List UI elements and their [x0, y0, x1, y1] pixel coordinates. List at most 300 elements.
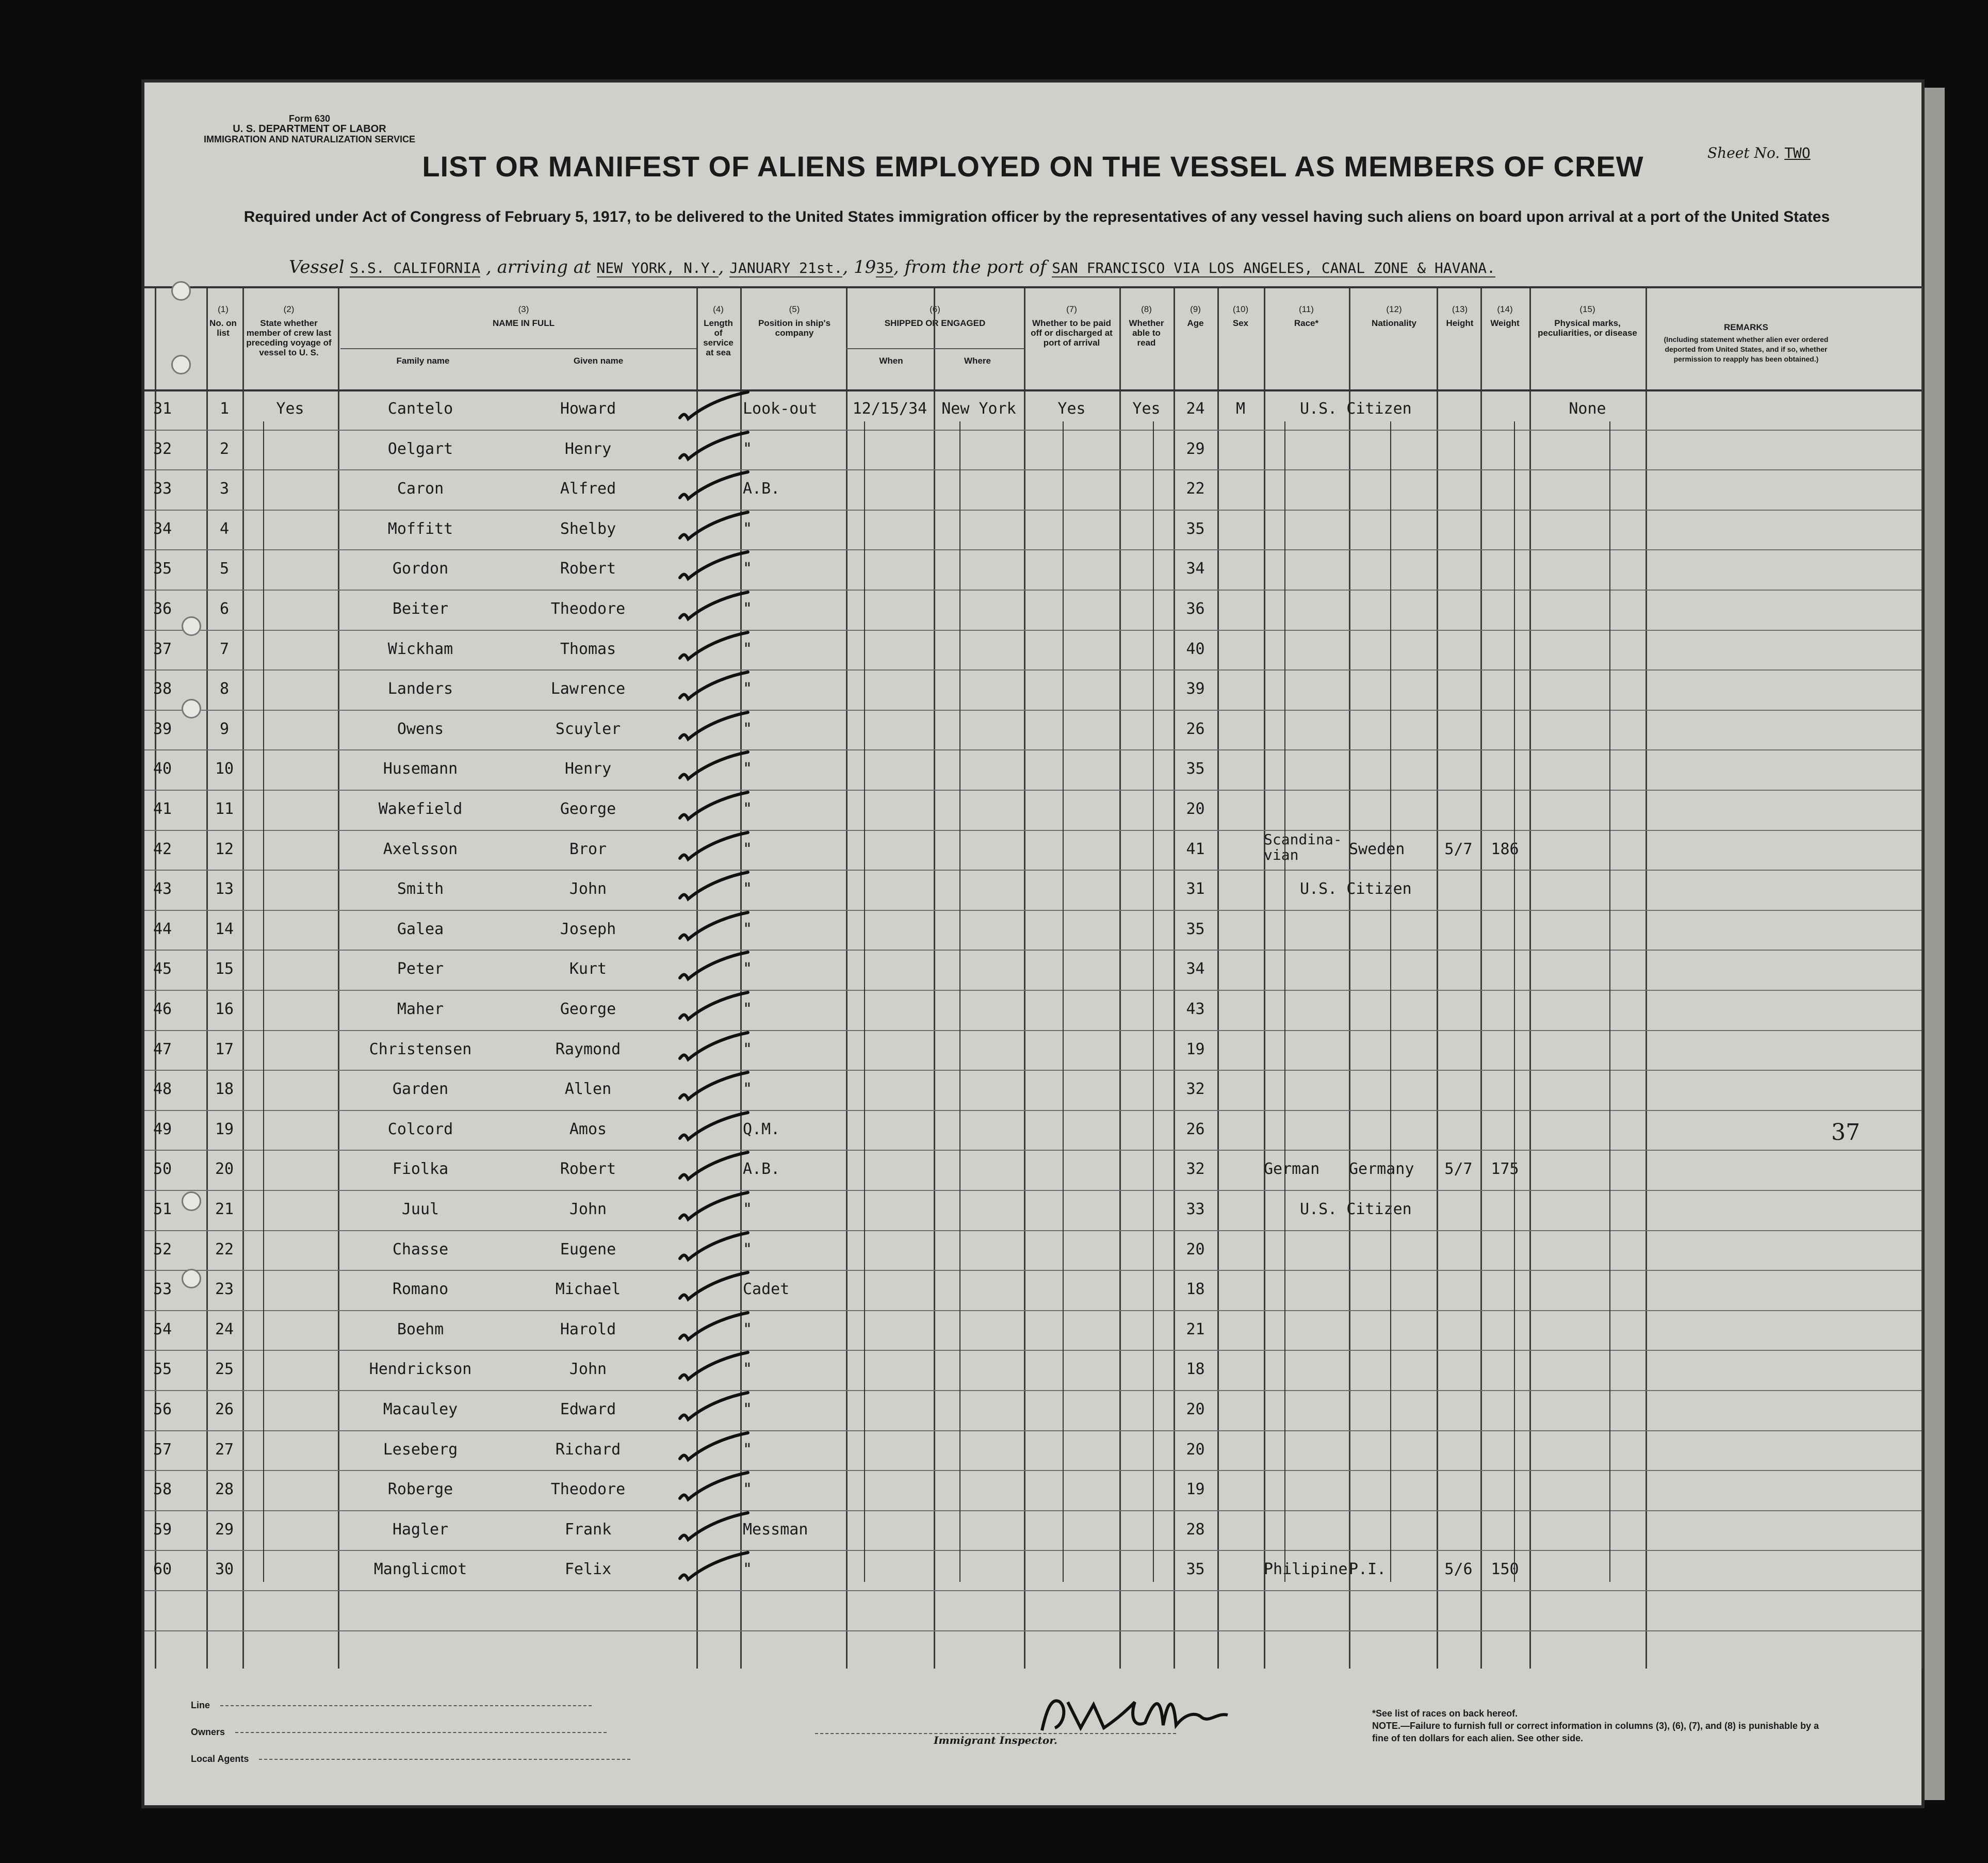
row-rule — [144, 1590, 1921, 1591]
cell-position: " — [743, 760, 753, 778]
ditto-stroke — [263, 421, 264, 1582]
cell-given: Bror — [569, 840, 607, 858]
col-header-where: Where — [964, 356, 991, 366]
col-header-age: (9) Age — [1187, 304, 1204, 328]
row-rule — [144, 1510, 1921, 1511]
cell-line: 49 — [153, 1120, 172, 1138]
col-header-race: (11) Race* — [1294, 304, 1319, 328]
cell-no: 23 — [215, 1280, 234, 1299]
check-mark-icon — [676, 627, 753, 668]
cell-family: Cantelo — [387, 400, 453, 418]
cell-family: Boehm — [397, 1320, 444, 1338]
cell-position: " — [743, 1200, 753, 1218]
cell-family: Owens — [397, 720, 444, 738]
cell-family: Roberge — [387, 1480, 453, 1499]
cell-position: " — [743, 560, 753, 578]
cell-family: Oelgart — [387, 439, 453, 458]
cell-family: Gordon — [392, 560, 449, 578]
cell-nationality: U.S. Citizen — [1300, 880, 1412, 898]
form-number: Form 630 — [288, 113, 331, 124]
col-header-no: (1) No. on list — [209, 304, 237, 338]
check-mark-icon — [676, 507, 753, 548]
cell-given: Alfred — [560, 480, 616, 498]
col-header-read: (8) Whether able to read — [1129, 304, 1164, 348]
row-rule — [144, 870, 1921, 871]
cell-given: John — [569, 880, 607, 898]
cell-read: Yes — [1132, 400, 1161, 418]
check-mark-icon — [676, 1547, 753, 1589]
cell-age: 20 — [1186, 1240, 1205, 1259]
cell-line: 47 — [153, 1040, 172, 1058]
year-prefix: 19 — [853, 257, 876, 277]
cell-family: Colcord — [387, 1120, 453, 1138]
cell-family: Peter — [397, 960, 444, 978]
cell-age: 22 — [1186, 480, 1205, 498]
col-header-family-name: Family name — [396, 356, 450, 366]
column-rule — [1645, 286, 1647, 1669]
check-mark-icon — [676, 547, 753, 588]
cell-given: Scuyler — [555, 720, 621, 738]
cell-position: " — [743, 1560, 753, 1579]
cell-no: 18 — [215, 1080, 234, 1099]
row-rule — [144, 1030, 1921, 1031]
cell-no: 17 — [215, 1040, 234, 1058]
col-header-length-service: (4) Length of service at sea — [703, 304, 734, 357]
ditto-stroke — [1153, 421, 1154, 1582]
cell-line: 60 — [153, 1560, 172, 1579]
ditto-stroke — [1390, 421, 1391, 1582]
cell-family: Moffitt — [387, 519, 453, 538]
cell-position: " — [743, 1040, 753, 1058]
cell-family: Beiter — [392, 600, 449, 618]
cell-line: 54 — [153, 1320, 172, 1338]
cell-family: Manglicmot — [373, 1560, 467, 1579]
cell-family: Caron — [397, 480, 444, 498]
cell-no: 12 — [215, 840, 234, 858]
cell-height: 5/7 — [1444, 1160, 1473, 1179]
cell-no: 2 — [219, 439, 230, 458]
row-rule — [144, 549, 1921, 550]
cell-family: Galea — [397, 920, 444, 938]
cell-given: Frank — [564, 1520, 612, 1539]
cell-age: 43 — [1186, 1000, 1205, 1018]
cell-age: 35 — [1186, 920, 1205, 938]
row-rule — [144, 1270, 1921, 1271]
cell-given: Michael — [555, 1280, 621, 1299]
cell-given: Eugene — [560, 1240, 616, 1259]
row-rule — [144, 710, 1921, 711]
cell-position: " — [743, 1480, 753, 1499]
row-rule — [144, 669, 1921, 671]
cell-given: Henry — [564, 760, 612, 778]
cell-no: 4 — [219, 519, 230, 538]
col-header-prev-voyage: (2) State whether member of crew last preceding voyage of vessel to U. S. — [246, 304, 332, 357]
cell-family: Juul — [401, 1200, 439, 1218]
sheet-number-value: TWO — [1784, 144, 1811, 161]
cell-line: 53 — [153, 1280, 172, 1299]
cell-line: 57 — [153, 1440, 172, 1459]
cell-family: Axelsson — [383, 840, 458, 858]
note-penalty: NOTE.—Failure to furnish full or correct information in columns (3), (6), (7), and (8) is punishable by a fine of ten dollars for each alien. See other side. — [1372, 1721, 1819, 1743]
cell-age: 32 — [1186, 1080, 1205, 1099]
cell-age: 39 — [1186, 680, 1205, 698]
arriving-port: NEW YORK, N.Y. — [596, 259, 719, 276]
cell-age: 35 — [1186, 1560, 1205, 1579]
check-mark-icon — [676, 427, 753, 468]
check-mark-icon — [676, 987, 753, 1028]
cell-line: 59 — [153, 1520, 172, 1539]
cell-given: Howard — [560, 400, 616, 418]
ditto-stroke — [1284, 421, 1285, 1582]
row-rule — [144, 430, 1921, 431]
footer-line-label: Line — [191, 1700, 210, 1710]
cell-no: 3 — [219, 480, 230, 498]
cell-line: 33 — [153, 480, 172, 498]
ditto-stroke — [959, 421, 960, 1582]
col-header-sex: (10) Sex — [1232, 304, 1249, 328]
check-mark-icon — [676, 1387, 753, 1429]
cell-family: Fiolka — [392, 1160, 449, 1179]
cell-line: 35 — [153, 560, 172, 578]
row-rule — [144, 1150, 1921, 1151]
punch-hole — [171, 281, 191, 301]
check-mark-icon — [676, 1467, 753, 1509]
cell-family: Wickham — [387, 640, 453, 658]
column-rule — [1349, 286, 1350, 1669]
column-rule — [1921, 286, 1923, 1669]
header-rule — [144, 286, 1921, 288]
col-header-remarks: REMARKS (Including statement whether alien ever ordered deported from United States, and if so, whether permission to reapply has been obtained.) — [1664, 322, 1829, 363]
column-rule — [1264, 286, 1265, 1669]
note-races: *See list of races on back hereof. — [1372, 1708, 1518, 1719]
cell-weight: 150 — [1491, 1560, 1519, 1579]
cell-given: John — [569, 1200, 607, 1218]
cell-line: 56 — [153, 1400, 172, 1418]
col-header-physical-marks: (15) Physical marks, peculiarities, or disease — [1538, 304, 1637, 338]
check-mark-icon — [676, 867, 753, 908]
row-rule — [144, 1070, 1921, 1071]
subheader-rule — [846, 348, 1024, 349]
cell-line: 48 — [153, 1080, 172, 1099]
cell-position: " — [743, 960, 753, 978]
row-rule — [144, 1390, 1921, 1391]
sheet-number-label: Sheet No. — [1707, 144, 1780, 161]
cell-no: 5 — [219, 560, 230, 578]
cell-position: " — [743, 1440, 753, 1459]
cell-family: Garden — [392, 1080, 449, 1099]
cell-nationality: U.S. Citizen — [1300, 400, 1412, 418]
cell-nationality: Germany — [1349, 1160, 1414, 1179]
check-mark-icon — [676, 1187, 753, 1229]
footer-owners-label: Owners — [191, 1727, 225, 1737]
check-mark-icon — [676, 1347, 753, 1388]
cell-age: 20 — [1186, 800, 1205, 818]
check-mark-icon — [676, 947, 753, 988]
cell-no: 25 — [215, 1360, 234, 1379]
row-rule — [144, 1190, 1921, 1191]
cell-weight: 186 — [1491, 840, 1519, 858]
cell-line: 52 — [153, 1240, 172, 1259]
vessel-line: Vessel S.S. CALIFORNIA , arriving at NEW YORK, N.Y., JANUARY 21st., 1935, from the port of SAN FRANCISCO VIA LOS ANGELES, CANAL ZONE & HAVANA. — [289, 257, 1495, 277]
cell-position: " — [743, 880, 753, 898]
check-mark-icon — [676, 1308, 753, 1349]
cell-no: 1 — [219, 400, 230, 418]
cell-position: " — [743, 1080, 753, 1099]
cell-line: 31 — [153, 400, 172, 418]
col-header-name: (3) NAME IN FULL — [493, 304, 555, 328]
cell-marks: None — [1569, 400, 1606, 418]
cell-line: 41 — [153, 800, 172, 818]
cell-sex: M — [1235, 400, 1246, 418]
cell-no: 19 — [215, 1120, 234, 1138]
check-mark-icon — [676, 907, 753, 949]
row-rule — [144, 630, 1921, 631]
cell-family: Smith — [397, 880, 444, 898]
cell-age: 18 — [1186, 1360, 1205, 1379]
cell-position: " — [743, 600, 753, 618]
cell-no: 10 — [215, 760, 234, 778]
row-rule — [144, 510, 1921, 511]
row-rule — [144, 1430, 1921, 1431]
cell-given: Theodore — [550, 600, 626, 618]
cell-family: Wakefield — [378, 800, 463, 818]
punch-hole — [182, 616, 201, 636]
row-rule — [144, 830, 1921, 831]
check-mark-icon — [676, 587, 753, 628]
cell-given: Robert — [560, 560, 616, 578]
row-rule — [144, 1230, 1921, 1231]
cell-age: 21 — [1186, 1320, 1205, 1338]
cell-position: " — [743, 1320, 753, 1338]
cell-family: Hendrickson — [369, 1360, 472, 1379]
punch-hole — [171, 355, 191, 374]
footer-notes — [1372, 1707, 1836, 1744]
cell-no: 30 — [215, 1560, 234, 1579]
row-rule — [144, 950, 1921, 951]
cell-no: 13 — [215, 880, 234, 898]
row-rule — [144, 990, 1921, 991]
cell-line: 46 — [153, 1000, 172, 1018]
cell-position: A.B. — [743, 480, 780, 498]
punch-hole — [182, 699, 201, 718]
punch-hole — [182, 1191, 201, 1211]
cell-family: Leseberg — [383, 1440, 458, 1459]
check-mark-icon — [676, 1147, 753, 1188]
cell-age: 26 — [1186, 720, 1205, 738]
cell-position: Q.M. — [743, 1120, 780, 1138]
column-rule — [1437, 286, 1438, 1669]
from-port: SAN FRANCISCO VIA LOS ANGELES, CANAL ZONE & HAVANA. — [1052, 259, 1495, 276]
row-rule — [144, 790, 1921, 791]
cell-position: " — [743, 680, 753, 698]
column-rule — [1529, 286, 1531, 1669]
arrival-date: JANUARY 21st. — [729, 259, 843, 276]
from-label: , from the port of — [893, 257, 1047, 277]
cell-age: 20 — [1186, 1440, 1205, 1459]
cell-line: 40 — [153, 760, 172, 778]
cell-line: 45 — [153, 960, 172, 978]
cell-no: 14 — [215, 920, 234, 938]
cell-line: 51 — [153, 1200, 172, 1218]
footer-agents-label: Local Agents — [191, 1754, 249, 1764]
check-mark-icon — [676, 1508, 753, 1549]
cell-age: 32 — [1186, 1160, 1205, 1179]
cell-given: Theodore — [550, 1480, 626, 1499]
row-rule — [144, 1110, 1921, 1111]
cell-given: Richard — [555, 1440, 621, 1459]
cell-weight: 175 — [1491, 1160, 1519, 1179]
cell-where: New York — [941, 400, 1016, 418]
cell-line: 37 — [153, 640, 172, 658]
punch-hole — [182, 1269, 201, 1288]
page-title: LIST OR MANIFEST OF ALIENS EMPLOYED ON THE VESSEL AS MEMBERS OF CREW — [422, 150, 1644, 183]
ditto-stroke — [864, 421, 865, 1582]
column-rule — [242, 286, 244, 1669]
cell-line: 38 — [153, 680, 172, 698]
col-header-paid-off: (7) Whether to be paid off or discharged at port of arrival — [1031, 304, 1113, 348]
cell-position: A.B. — [743, 1160, 780, 1179]
cell-no: 15 — [215, 960, 234, 978]
cell-line: 34 — [153, 519, 172, 538]
cell-line: 43 — [153, 880, 172, 898]
header-rule — [144, 389, 1921, 391]
check-mark-icon — [676, 1267, 753, 1309]
cell-family: Chasse — [392, 1240, 449, 1259]
cell-no: 27 — [215, 1440, 234, 1459]
cell-nationality: U.S. Citizen — [1300, 1200, 1412, 1218]
cell-race: Scandina- vian — [1264, 830, 1342, 863]
row-rule — [144, 749, 1921, 750]
cell-no: 7 — [219, 640, 230, 658]
ditto-stroke — [1514, 421, 1515, 1582]
col-header-given-name: Given name — [573, 356, 624, 366]
service: IMMIGRATION AND NATURALIZATION SERVICE — [204, 134, 415, 144]
cell-given: Henry — [564, 439, 612, 458]
cell-given: Thomas — [560, 640, 616, 658]
cell-position: Messman — [743, 1520, 808, 1539]
row-rule — [144, 469, 1921, 470]
vessel-label: Vessel — [289, 257, 345, 277]
cell-prev: Yes — [276, 400, 304, 418]
cell-position: " — [743, 640, 753, 658]
ditto-stroke — [1063, 421, 1064, 1582]
column-rule — [934, 286, 935, 1669]
check-mark-icon — [676, 1027, 753, 1069]
check-mark-icon — [676, 1107, 753, 1149]
cell-age: 26 — [1186, 1120, 1205, 1138]
cell-no: 22 — [215, 1240, 234, 1259]
cell-line: 42 — [153, 840, 172, 858]
cell-when: 12/15/34 — [852, 400, 927, 418]
cell-race: German — [1264, 1160, 1320, 1179]
cell-given: Lawrence — [550, 680, 626, 698]
cell-age: 19 — [1186, 1040, 1205, 1058]
row-rule — [144, 1350, 1921, 1351]
cell-no: 6 — [219, 600, 230, 618]
cell-position: " — [743, 1360, 753, 1379]
row-rule — [144, 1470, 1921, 1471]
cell-no: 28 — [215, 1480, 234, 1499]
cell-race: Philipine — [1264, 1560, 1348, 1579]
year-suffix: 35 — [876, 259, 893, 276]
cell-no: 11 — [215, 800, 234, 818]
cell-no: 16 — [215, 1000, 234, 1018]
cell-position: " — [743, 1000, 753, 1018]
cell-line: 50 — [153, 1160, 172, 1179]
cell-height: 5/6 — [1444, 1560, 1473, 1579]
check-mark-icon — [676, 1428, 753, 1469]
check-mark-icon — [676, 787, 753, 828]
cell-nationality: Sweden — [1349, 840, 1405, 858]
col-header-height: (13) Height — [1446, 304, 1474, 328]
cell-height: 5/7 — [1444, 840, 1473, 858]
check-mark-icon — [676, 707, 753, 748]
vessel-name: S.S. CALIFORNIA — [350, 259, 481, 276]
cell-given: Raymond — [555, 1040, 621, 1058]
cell-no: 9 — [219, 720, 230, 738]
cell-position: Cadet — [743, 1280, 790, 1299]
margin-number: 37 — [1831, 1119, 1860, 1146]
cell-no: 26 — [215, 1400, 234, 1418]
cell-no: 8 — [219, 680, 230, 698]
cell-position: " — [743, 519, 753, 538]
cell-given: Harold — [560, 1320, 616, 1338]
check-mark-icon — [676, 467, 753, 508]
cell-given: George — [560, 800, 616, 818]
cell-paid: Yes — [1057, 400, 1086, 418]
cell-no: 24 — [215, 1320, 234, 1338]
check-mark-icon — [676, 827, 753, 869]
check-mark-icon — [676, 747, 753, 788]
cell-given: Joseph — [560, 920, 616, 938]
inspector-label: Immigrant Inspector. — [815, 1733, 1176, 1746]
cell-age: 31 — [1186, 880, 1205, 898]
cell-given: John — [569, 1360, 607, 1379]
footer-labels — [191, 1692, 630, 1772]
cell-given: Kurt — [569, 960, 607, 978]
cell-age: 40 — [1186, 640, 1205, 658]
column-rule — [1119, 286, 1121, 1669]
cell-family: Macauley — [383, 1400, 458, 1418]
cell-position: " — [743, 439, 753, 458]
page-subtitle: Required under Act of Congress of February 5, 1917, to be delivered to the United States immigration officer by the representatives of any vessel having such aliens on board upon arrival at a port of the United States — [243, 208, 1830, 225]
col-header-weight: (14) Weight — [1490, 304, 1520, 328]
cell-position: " — [743, 1400, 753, 1418]
cell-family: Landers — [387, 680, 453, 698]
cell-age: 35 — [1186, 760, 1205, 778]
column-rule — [1024, 286, 1025, 1669]
cell-family: Maher — [397, 1000, 444, 1018]
col-header-position: (5) Position in ship's company — [758, 304, 831, 338]
cell-age: 29 — [1186, 439, 1205, 458]
cell-line: 32 — [153, 439, 172, 458]
column-rule — [846, 286, 848, 1669]
column-rule — [338, 286, 339, 1669]
cell-given: Shelby — [560, 519, 616, 538]
cell-given: George — [560, 1000, 616, 1018]
cell-position: Look-out — [743, 400, 818, 418]
col-header-shipped: (6) SHIPPED OR ENGAGED — [884, 304, 986, 328]
row-rule — [144, 1630, 1921, 1631]
cell-age: 41 — [1186, 840, 1205, 858]
cell-age: 34 — [1186, 960, 1205, 978]
row-rule — [144, 910, 1921, 911]
ditto-stroke — [1609, 421, 1610, 1582]
row-rule — [144, 1550, 1921, 1551]
cell-age: 35 — [1186, 519, 1205, 538]
col-header-nationality: (12) Nationality — [1372, 304, 1416, 328]
cell-age: 34 — [1186, 560, 1205, 578]
